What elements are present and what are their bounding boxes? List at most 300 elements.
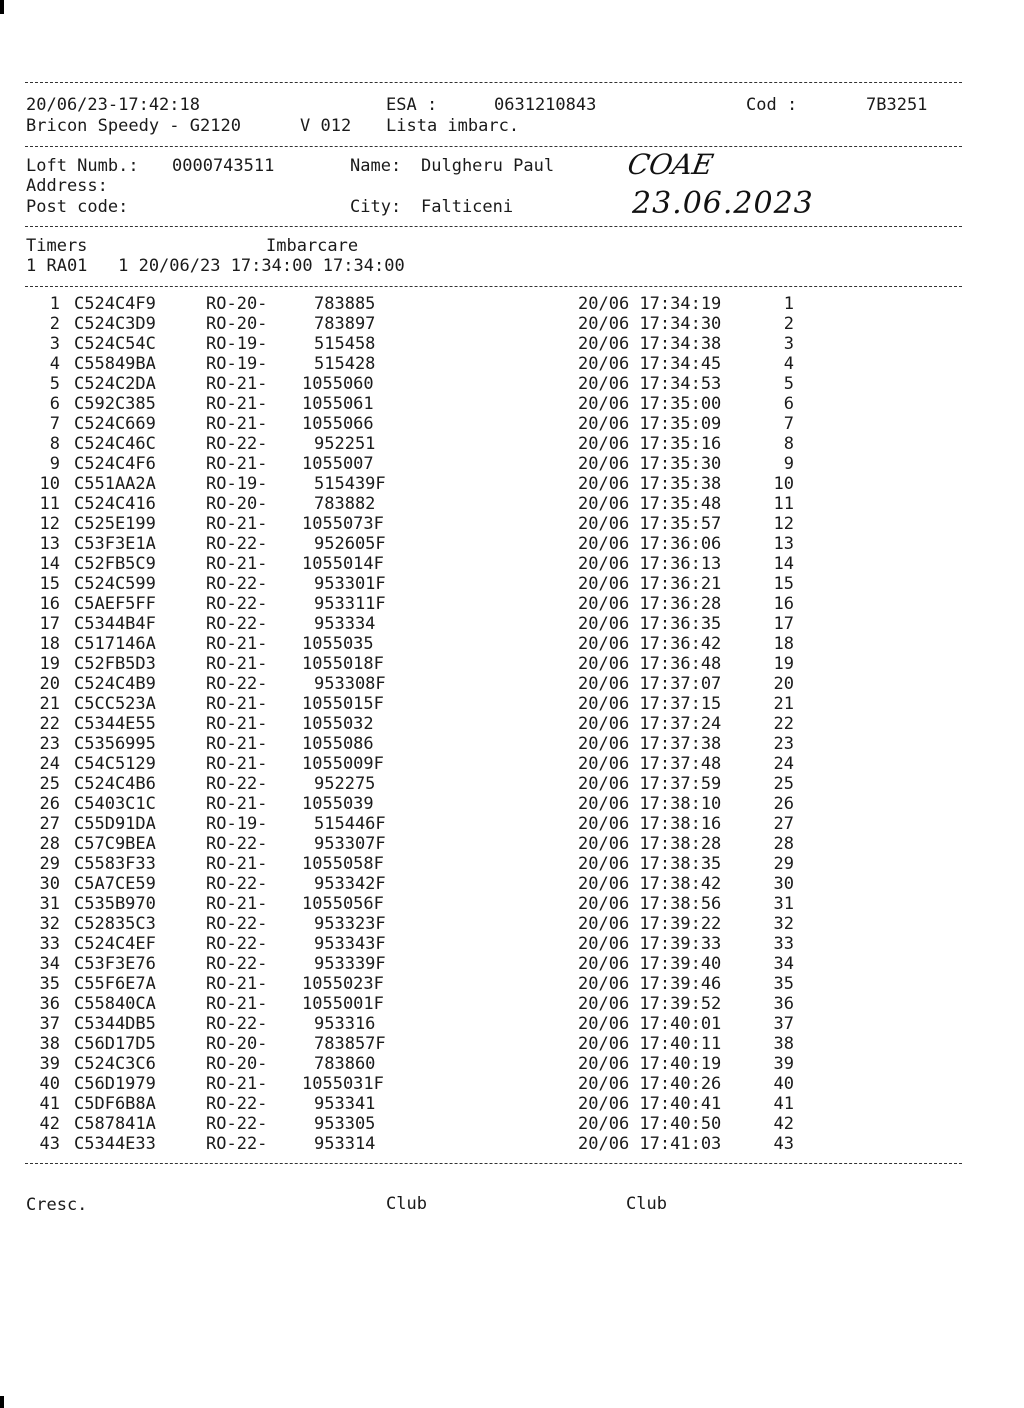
imbarcare-label: Imbarcare (266, 236, 359, 256)
table-row (0, 694, 1024, 714)
chip-id: C55D91DA (74, 814, 156, 834)
arrival-position: 31 (773, 894, 794, 914)
row-number: 10 (39, 474, 60, 494)
ring-prefix: RO-22- (206, 534, 268, 554)
table-row (0, 1034, 1024, 1054)
postcode-label: Post code: (26, 197, 129, 217)
ring-number: 783860 (314, 1054, 376, 1074)
chip-id: C56D17D5 (74, 1034, 156, 1054)
row-number: 9 (49, 454, 60, 474)
arrival-position: 27 (773, 814, 794, 834)
arrival-time: 20/06 17:34:19 (578, 294, 722, 314)
ring-prefix: RO-20- (206, 1034, 268, 1054)
table-row (0, 314, 1024, 334)
chip-id: C524C2DA (74, 374, 156, 394)
ring-prefix: RO-21- (206, 634, 268, 654)
arrival-position: 16 (773, 594, 794, 614)
arrival-time: 20/06 17:38:42 (578, 874, 722, 894)
row-number: 34 (39, 954, 60, 974)
ring-prefix: RO-21- (206, 854, 268, 874)
ring-prefix: RO-22- (206, 594, 268, 614)
chip-id: C524C4EF (74, 934, 156, 954)
ring-number: 1055061 (302, 394, 374, 414)
arrival-position: 28 (773, 834, 794, 854)
chip-id: C52835C3 (74, 914, 156, 934)
table-row (0, 954, 1024, 974)
table-row (0, 1074, 1024, 1094)
arrival-position: 37 (773, 1014, 794, 1034)
arrival-time: 20/06 17:40:19 (578, 1054, 722, 1074)
row-number: 7 (49, 414, 60, 434)
table-row (0, 834, 1024, 854)
chip-id: C524C4F6 (74, 454, 156, 474)
row-number: 19 (39, 654, 60, 674)
divider-top (25, 82, 962, 83)
ring-number: 1055015F (302, 694, 384, 714)
row-number: 3 (49, 334, 60, 354)
arrival-position: 25 (773, 774, 794, 794)
chip-id: C55F6E7A (74, 974, 156, 994)
row-number: 5 (49, 374, 60, 394)
ring-prefix: RO-21- (206, 694, 268, 714)
ring-number: 953341 (314, 1094, 376, 1114)
ring-prefix: RO-22- (206, 954, 268, 974)
table-row (0, 994, 1024, 1014)
table-row (0, 614, 1024, 634)
row-number: 22 (39, 714, 60, 734)
row-number: 1 (49, 294, 60, 314)
arrival-time: 20/06 17:40:26 (578, 1074, 722, 1094)
ring-number: 783882 (314, 494, 376, 514)
table-row (0, 1094, 1024, 1114)
scan-marker-top-left (0, 0, 4, 14)
arrival-time: 20/06 17:40:11 (578, 1034, 722, 1054)
arrival-time: 20/06 17:40:50 (578, 1114, 722, 1134)
list-title: Lista imbarc. (386, 116, 520, 136)
table-row (0, 774, 1024, 794)
row-number: 35 (39, 974, 60, 994)
ring-prefix: RO-21- (206, 414, 268, 434)
ring-number: 953311F (314, 594, 386, 614)
row-number: 17 (39, 614, 60, 634)
arrival-position: 23 (773, 734, 794, 754)
arrival-time: 20/06 17:35:09 (578, 414, 722, 434)
handwritten-date: 23.06.2023 (632, 186, 814, 221)
table-row (0, 534, 1024, 554)
city-label: City: (350, 197, 402, 217)
ring-number: 1055066 (302, 414, 374, 434)
ring-prefix: RO-21- (206, 714, 268, 734)
chip-id: C56D1979 (74, 1074, 156, 1094)
arrival-time: 20/06 17:37:38 (578, 734, 722, 754)
ring-prefix: RO-22- (206, 1094, 268, 1114)
table-row (0, 474, 1024, 494)
row-number: 26 (39, 794, 60, 814)
table-row (0, 934, 1024, 954)
ring-number: 515439F (314, 474, 386, 494)
cod-label: Cod : (746, 95, 798, 115)
table-row (0, 754, 1024, 774)
ring-prefix: RO-21- (206, 754, 268, 774)
arrival-time: 20/06 17:35:16 (578, 434, 722, 454)
ring-prefix: RO-22- (206, 1114, 268, 1134)
chip-id: C54C5129 (74, 754, 156, 774)
row-number: 11 (39, 494, 60, 514)
timer-line: 1 RA01 1 20/06/23 17:34:00 17:34:00 (26, 256, 405, 276)
arrival-time: 20/06 17:37:24 (578, 714, 722, 734)
arrival-time: 20/06 17:38:56 (578, 894, 722, 914)
ring-prefix: RO-21- (206, 554, 268, 574)
ring-number: 953308F (314, 674, 386, 694)
ring-number: 953343F (314, 934, 386, 954)
arrival-time: 20/06 17:35:57 (578, 514, 722, 534)
arrival-time: 20/06 17:34:45 (578, 354, 722, 374)
arrival-position: 19 (773, 654, 794, 674)
chip-id: C55840CA (74, 994, 156, 1014)
row-number: 27 (39, 814, 60, 834)
ring-number: 1055086 (302, 734, 374, 754)
row-number: 33 (39, 934, 60, 954)
table-row (0, 874, 1024, 894)
chip-id: C5403C1C (74, 794, 156, 814)
ring-number: 953323F (314, 914, 386, 934)
ring-number: 952605F (314, 534, 386, 554)
ring-prefix: RO-21- (206, 994, 268, 1014)
table-row (0, 1014, 1024, 1034)
arrival-position: 12 (773, 514, 794, 534)
ring-prefix: RO-20- (206, 494, 268, 514)
arrival-position: 5 (783, 374, 794, 394)
ring-number: 1055058F (302, 854, 384, 874)
arrival-time: 20/06 17:41:03 (578, 1134, 722, 1154)
arrival-time: 20/06 17:39:40 (578, 954, 722, 974)
ring-prefix: RO-21- (206, 394, 268, 414)
chip-id: C551AA2A (74, 474, 156, 494)
divider-bottom (25, 1163, 962, 1164)
row-number: 12 (39, 514, 60, 534)
chip-id: C587841A (74, 1114, 156, 1134)
chip-id: C5356995 (74, 734, 156, 754)
ring-number: 1055032 (302, 714, 374, 734)
row-number: 43 (39, 1134, 60, 1154)
arrival-position: 7 (783, 414, 794, 434)
chip-id: C535B970 (74, 894, 156, 914)
chip-id: C57C9BEA (74, 834, 156, 854)
chip-id: C517146A (74, 634, 156, 654)
cresc-label: Cresc. (26, 1195, 88, 1215)
chip-id: C5344E55 (74, 714, 156, 734)
arrival-position: 40 (773, 1074, 794, 1094)
ring-number: 783897 (314, 314, 376, 334)
esa-value: 0631210843 (494, 95, 597, 115)
club-label-2: Club (626, 1194, 667, 1214)
table-row (0, 974, 1024, 994)
arrival-time: 20/06 17:37:48 (578, 754, 722, 774)
table-row (0, 374, 1024, 394)
arrival-position: 13 (773, 534, 794, 554)
ring-number: 952275 (314, 774, 376, 794)
chip-id: C524C4F9 (74, 294, 156, 314)
row-number: 39 (39, 1054, 60, 1074)
table-row (0, 654, 1024, 674)
arrival-time: 20/06 17:36:35 (578, 614, 722, 634)
ring-number: 1055056F (302, 894, 384, 914)
chip-id: C592C385 (74, 394, 156, 414)
row-number: 6 (49, 394, 60, 414)
arrival-time: 20/06 17:38:10 (578, 794, 722, 814)
row-number: 20 (39, 674, 60, 694)
arrival-position: 3 (783, 334, 794, 354)
arrival-position: 20 (773, 674, 794, 694)
chip-id: C5AEF5FF (74, 594, 156, 614)
arrival-position: 9 (783, 454, 794, 474)
chip-id: C524C3D9 (74, 314, 156, 334)
arrival-time: 20/06 17:35:30 (578, 454, 722, 474)
arrival-time: 20/06 17:38:35 (578, 854, 722, 874)
arrival-time: 20/06 17:39:52 (578, 994, 722, 1014)
ring-number: 515458 (314, 334, 376, 354)
arrival-position: 41 (773, 1094, 794, 1114)
loft-label: Loft Numb.: (26, 156, 139, 176)
chip-id: C52FB5C9 (74, 554, 156, 574)
ring-prefix: RO-22- (206, 1134, 268, 1154)
arrival-time: 20/06 17:36:42 (578, 634, 722, 654)
ring-prefix: RO-22- (206, 674, 268, 694)
table-row (0, 574, 1024, 594)
ring-prefix: RO-19- (206, 814, 268, 834)
arrival-time: 20/06 17:35:00 (578, 394, 722, 414)
arrival-time: 20/06 17:40:01 (578, 1014, 722, 1034)
arrival-position: 21 (773, 694, 794, 714)
arrival-time: 20/06 17:36:28 (578, 594, 722, 614)
loft-value: 0000743511 (172, 156, 275, 176)
row-number: 14 (39, 554, 60, 574)
arrival-time: 20/06 17:34:53 (578, 374, 722, 394)
ring-number: 953339F (314, 954, 386, 974)
ring-prefix: RO-19- (206, 354, 268, 374)
arrival-position: 4 (783, 354, 794, 374)
ring-prefix: RO-21- (206, 374, 268, 394)
esa-label: ESA : (386, 95, 438, 115)
ring-prefix: RO-21- (206, 514, 268, 534)
arrival-time: 20/06 17:39:22 (578, 914, 722, 934)
arrival-position: 24 (773, 754, 794, 774)
ring-number: 1055018F (302, 654, 384, 674)
ring-prefix: RO-22- (206, 574, 268, 594)
ring-number: 953305 (314, 1114, 376, 1134)
row-number: 24 (39, 754, 60, 774)
device-name: Bricon Speedy - G2120 (26, 116, 241, 136)
table-row (0, 894, 1024, 914)
row-number: 42 (39, 1114, 60, 1134)
table-row (0, 794, 1024, 814)
name-value: Dulgheru Paul (421, 156, 555, 176)
arrival-time: 20/06 17:36:06 (578, 534, 722, 554)
ring-number: 783857F (314, 1034, 386, 1054)
table-row (0, 594, 1024, 614)
ring-number: 1055009F (302, 754, 384, 774)
table-row (0, 414, 1024, 434)
arrival-time: 20/06 17:40:41 (578, 1094, 722, 1114)
table-row (0, 554, 1024, 574)
row-number: 36 (39, 994, 60, 1014)
arrival-time: 20/06 17:37:15 (578, 694, 722, 714)
table-row (0, 814, 1024, 834)
name-label: Name: (350, 156, 402, 176)
divider-header (25, 146, 962, 147)
row-number: 13 (39, 534, 60, 554)
ring-prefix: RO-21- (206, 974, 268, 994)
ring-number: 953301F (314, 574, 386, 594)
ring-prefix: RO-21- (206, 654, 268, 674)
chip-id: C5344B4F (74, 614, 156, 634)
row-number: 4 (49, 354, 60, 374)
arrival-time: 20/06 17:35:48 (578, 494, 722, 514)
chip-id: C5583F33 (74, 854, 156, 874)
chip-id: C524C46C (74, 434, 156, 454)
arrival-time: 20/06 17:34:30 (578, 314, 722, 334)
chip-id: C52FB5D3 (74, 654, 156, 674)
table-row (0, 674, 1024, 694)
ring-prefix: RO-20- (206, 1054, 268, 1074)
row-number: 2 (49, 314, 60, 334)
table-row (0, 514, 1024, 534)
row-number: 23 (39, 734, 60, 754)
header-datetime: 20/06/23-17:42:18 (26, 95, 200, 115)
arrival-time: 20/06 17:38:16 (578, 814, 722, 834)
table-row (0, 914, 1024, 934)
city-value: Falticeni (421, 197, 514, 217)
row-number: 8 (49, 434, 60, 454)
row-number: 31 (39, 894, 60, 914)
chip-id: C524C54C (74, 334, 156, 354)
chip-id: C53F3E76 (74, 954, 156, 974)
chip-id: C524C416 (74, 494, 156, 514)
arrival-position: 8 (783, 434, 794, 454)
arrival-time: 20/06 17:39:33 (578, 934, 722, 954)
ring-prefix: RO-22- (206, 934, 268, 954)
ring-number: 783885 (314, 294, 376, 314)
chip-id: C5A7CE59 (74, 874, 156, 894)
row-number: 40 (39, 1074, 60, 1094)
row-number: 41 (39, 1094, 60, 1114)
arrival-position: 18 (773, 634, 794, 654)
row-number: 28 (39, 834, 60, 854)
ring-prefix: RO-20- (206, 314, 268, 334)
arrival-position: 39 (773, 1054, 794, 1074)
chip-id: C53F3E1A (74, 534, 156, 554)
ring-number: 1055073F (302, 514, 384, 534)
table-row (0, 714, 1024, 734)
arrival-position: 42 (773, 1114, 794, 1134)
chip-id: C524C4B9 (74, 674, 156, 694)
table-row (0, 734, 1024, 754)
ring-prefix: RO-22- (206, 1014, 268, 1034)
ring-number: 953334 (314, 614, 376, 634)
arrival-position: 34 (773, 954, 794, 974)
club-label-1: Club (386, 1194, 427, 1214)
ring-number: 1055001F (302, 994, 384, 1014)
ring-prefix: RO-19- (206, 474, 268, 494)
chip-id: C524C4B6 (74, 774, 156, 794)
table-row (0, 634, 1024, 654)
table-row (0, 1054, 1024, 1074)
row-number: 32 (39, 914, 60, 934)
ring-number: 1055007 (302, 454, 374, 474)
table-row (0, 334, 1024, 354)
row-number: 16 (39, 594, 60, 614)
row-number: 18 (39, 634, 60, 654)
ring-number: 953314 (314, 1134, 376, 1154)
timers-title: Timers (26, 236, 88, 256)
table-row (0, 1114, 1024, 1134)
ring-number: 953316 (314, 1014, 376, 1034)
arrival-time: 20/06 17:35:38 (578, 474, 722, 494)
ring-number: 953342F (314, 874, 386, 894)
table-row (0, 394, 1024, 414)
arrival-time: 20/06 17:39:46 (578, 974, 722, 994)
chip-id: C55849BA (74, 354, 156, 374)
arrival-position: 15 (773, 574, 794, 594)
row-number: 15 (39, 574, 60, 594)
arrival-position: 29 (773, 854, 794, 874)
chip-id: C524C599 (74, 574, 156, 594)
ring-number: 952251 (314, 434, 376, 454)
ring-number: 1055014F (302, 554, 384, 574)
arrival-position: 14 (773, 554, 794, 574)
ring-prefix: RO-22- (206, 434, 268, 454)
ring-prefix: RO-22- (206, 914, 268, 934)
ring-prefix: RO-21- (206, 734, 268, 754)
ring-number: 1055035 (302, 634, 374, 654)
table-row (0, 454, 1024, 474)
arrival-position: 36 (773, 994, 794, 1014)
arrival-position: 32 (773, 914, 794, 934)
ring-prefix: RO-22- (206, 834, 268, 854)
ring-prefix: RO-20- (206, 294, 268, 314)
table-row (0, 354, 1024, 374)
table-row (0, 434, 1024, 454)
arrival-position: 38 (773, 1034, 794, 1054)
arrival-time: 20/06 17:36:13 (578, 554, 722, 574)
ring-number: 953307F (314, 834, 386, 854)
arrival-position: 17 (773, 614, 794, 634)
divider-owner (25, 226, 962, 227)
row-number: 29 (39, 854, 60, 874)
ring-number: 1055060 (302, 374, 374, 394)
ring-number: 1055031F (302, 1074, 384, 1094)
device-version: V 012 (300, 116, 352, 136)
arrival-time: 20/06 17:36:48 (578, 654, 722, 674)
ring-prefix: RO-21- (206, 1074, 268, 1094)
arrival-position: 11 (773, 494, 794, 514)
arrival-position: 2 (783, 314, 794, 334)
chip-id: C5DF6B8A (74, 1094, 156, 1114)
scan-marker-bottom-left (0, 1396, 4, 1408)
table-row (0, 1134, 1024, 1154)
ring-number: 1055039 (302, 794, 374, 814)
row-number: 21 (39, 694, 60, 714)
arrival-time: 20/06 17:37:07 (578, 674, 722, 694)
divider-timers (25, 286, 962, 287)
arrival-position: 43 (773, 1134, 794, 1154)
ring-prefix: RO-21- (206, 794, 268, 814)
row-number: 30 (39, 874, 60, 894)
row-number: 25 (39, 774, 60, 794)
table-row (0, 854, 1024, 874)
arrival-position: 22 (773, 714, 794, 734)
ring-prefix: RO-19- (206, 334, 268, 354)
